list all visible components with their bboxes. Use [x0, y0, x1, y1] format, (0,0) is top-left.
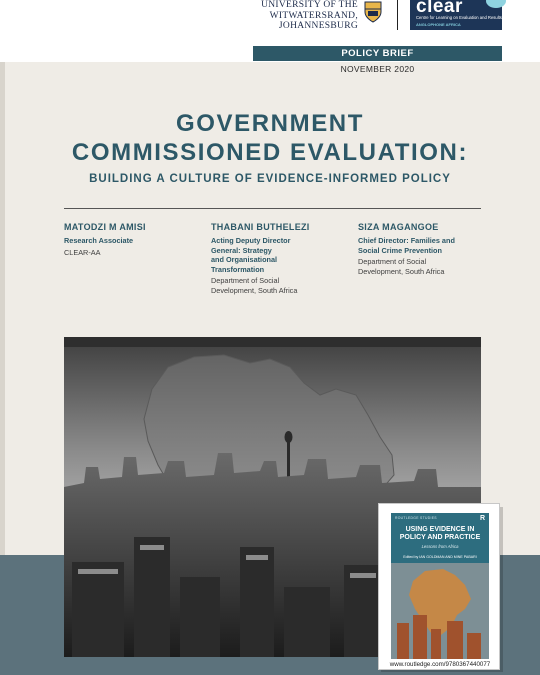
- clear-subtitle: Centre for Learning on Evaluation and Results: [416, 15, 502, 20]
- clear-globe-icon: [486, 0, 506, 8]
- book-url-link[interactable]: www.routledge.com/9780367440077: [389, 661, 491, 668]
- author-name: SIZA MAGANGOE: [358, 222, 439, 232]
- routledge-logo-icon: R: [479, 515, 485, 522]
- subtitle: BUILDING A CULTURE OF EVIDENCE-INFORMED POLICY: [89, 173, 451, 185]
- author-buthelezi: [211, 222, 351, 296]
- author-role-line: Transformation: [211, 264, 265, 274]
- publication-date: NOVEMBER 2020: [340, 64, 415, 74]
- title-line-1: GOVERNMENT: [175, 110, 364, 137]
- author-role-line: and Organisational: [211, 255, 278, 265]
- title-line-2: COMMISSIONED EVALUATION:: [71, 139, 469, 166]
- author-org: CLEAR-AA: [64, 247, 101, 257]
- author-role-line: Acting Deputy Director: [211, 236, 291, 245]
- author-name: MATODZI M AMISI: [64, 222, 146, 232]
- clear-region: ANGLOPHONE AFRICA: [416, 22, 461, 27]
- doc-type-banner: POLICY BRIEF: [253, 46, 502, 61]
- book-advert: [378, 503, 500, 670]
- book-cover: [391, 513, 489, 659]
- author-org-line: Development, South Africa: [358, 266, 445, 276]
- book-title: USING EVIDENCE IN POLICY AND PRACTICE: [399, 526, 481, 541]
- author-role: Research Associate: [64, 236, 134, 245]
- book-subtitle: Lessons from Africa: [421, 544, 459, 549]
- author-name: THABANI BUTHELEZI: [211, 222, 310, 232]
- author-amisi: [64, 222, 204, 257]
- wits-logo: [246, 0, 386, 34]
- wits-line-1: UNIVERSITY OF THE: [261, 0, 358, 10]
- logo-divider: [397, 0, 398, 30]
- book-editors: Edited by IAN GOLDMAN AND MINE PABARI: [403, 555, 477, 559]
- wits-line-2: WITWATERSRAND,: [269, 10, 358, 21]
- clear-wordmark: clear: [416, 0, 463, 17]
- author-role-line: General: Strategy: [211, 245, 272, 255]
- author-role-line: Chief Director: Families and: [358, 236, 455, 245]
- book-series: ROUTLEDGE STUDIES: [395, 516, 437, 520]
- author-role-line: Social Crime Prevention: [358, 245, 442, 255]
- wits-line-3: JOHANNESBURG: [278, 21, 358, 31]
- wits-crest-icon: [364, 1, 382, 23]
- clear-logo: [410, 0, 502, 30]
- author-org-line: Department of Social: [211, 276, 280, 286]
- title-divider: [64, 208, 481, 209]
- author-org-line: Development, South Africa: [211, 285, 298, 295]
- author-magangoe: [358, 222, 498, 276]
- author-org-line: Department of Social: [358, 257, 427, 267]
- book-cover-art: [391, 563, 489, 659]
